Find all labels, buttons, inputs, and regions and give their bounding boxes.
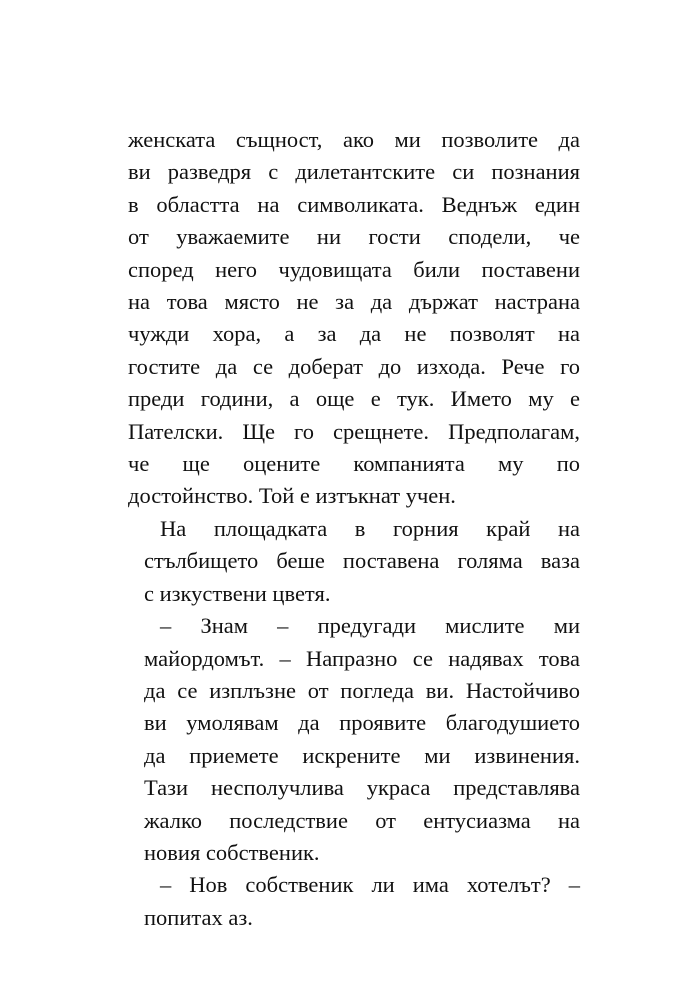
text-line: чужди хора, а за да не позволят на — [128, 321, 580, 347]
paragraph-4 — [128, 869, 580, 934]
text-line: ви умолявам да проявите благодушието — [144, 710, 580, 736]
text-line: с изкуствени цветя. — [144, 580, 331, 606]
text-line: – Знам – предугади мислите ми — [160, 613, 580, 639]
text-line: майордомът. – Напразно се надявах това — [144, 645, 580, 671]
text-line: На площадката в горния край на — [160, 515, 580, 541]
text-line: от уважаемите ни гости сподели, че — [128, 224, 580, 250]
text-line: че ще оцените компанията му по — [128, 451, 580, 477]
text-line: според него чудовищата били поставени — [128, 256, 580, 282]
text-line: гостите да се доберат до изхода. Рече го — [128, 353, 580, 379]
text-line: Тази несполучлива украса представлява — [144, 775, 580, 801]
text-line: да приемете искрените ми извинения. — [144, 742, 580, 768]
text-line: стълбището беше поставена голяма ваза — [144, 548, 580, 574]
text-line: достойнство. Той е изтъкнат учен. — [128, 483, 456, 509]
text-line: да се изплъзне от погледа ви. Настойчиво — [144, 677, 580, 703]
text-line: женската същност, ако ми позволите да — [128, 127, 580, 152]
text-line: ви разведря с дилетантските си познания — [128, 159, 580, 185]
text-line: на това място не за да държат настрана — [128, 289, 580, 315]
text-line: Пателски. Ще го срещнете. Предполагам, — [128, 418, 580, 444]
text-line: в областта на символиката. Веднъж един — [128, 191, 580, 217]
paragraph-1 — [128, 124, 580, 513]
book-page — [128, 124, 580, 934]
text-line: преди години, а още е тук. Името му е — [128, 386, 580, 412]
text-line: попитах аз. — [144, 904, 253, 930]
text-line: – Нов собственик ли има хотелът? – — [160, 872, 580, 898]
text-line: жалко последствие от ентусиазма на — [144, 807, 580, 833]
paragraph-2 — [128, 513, 580, 610]
paragraph-3 — [128, 610, 580, 869]
text-line: новия собственик. — [144, 839, 320, 865]
